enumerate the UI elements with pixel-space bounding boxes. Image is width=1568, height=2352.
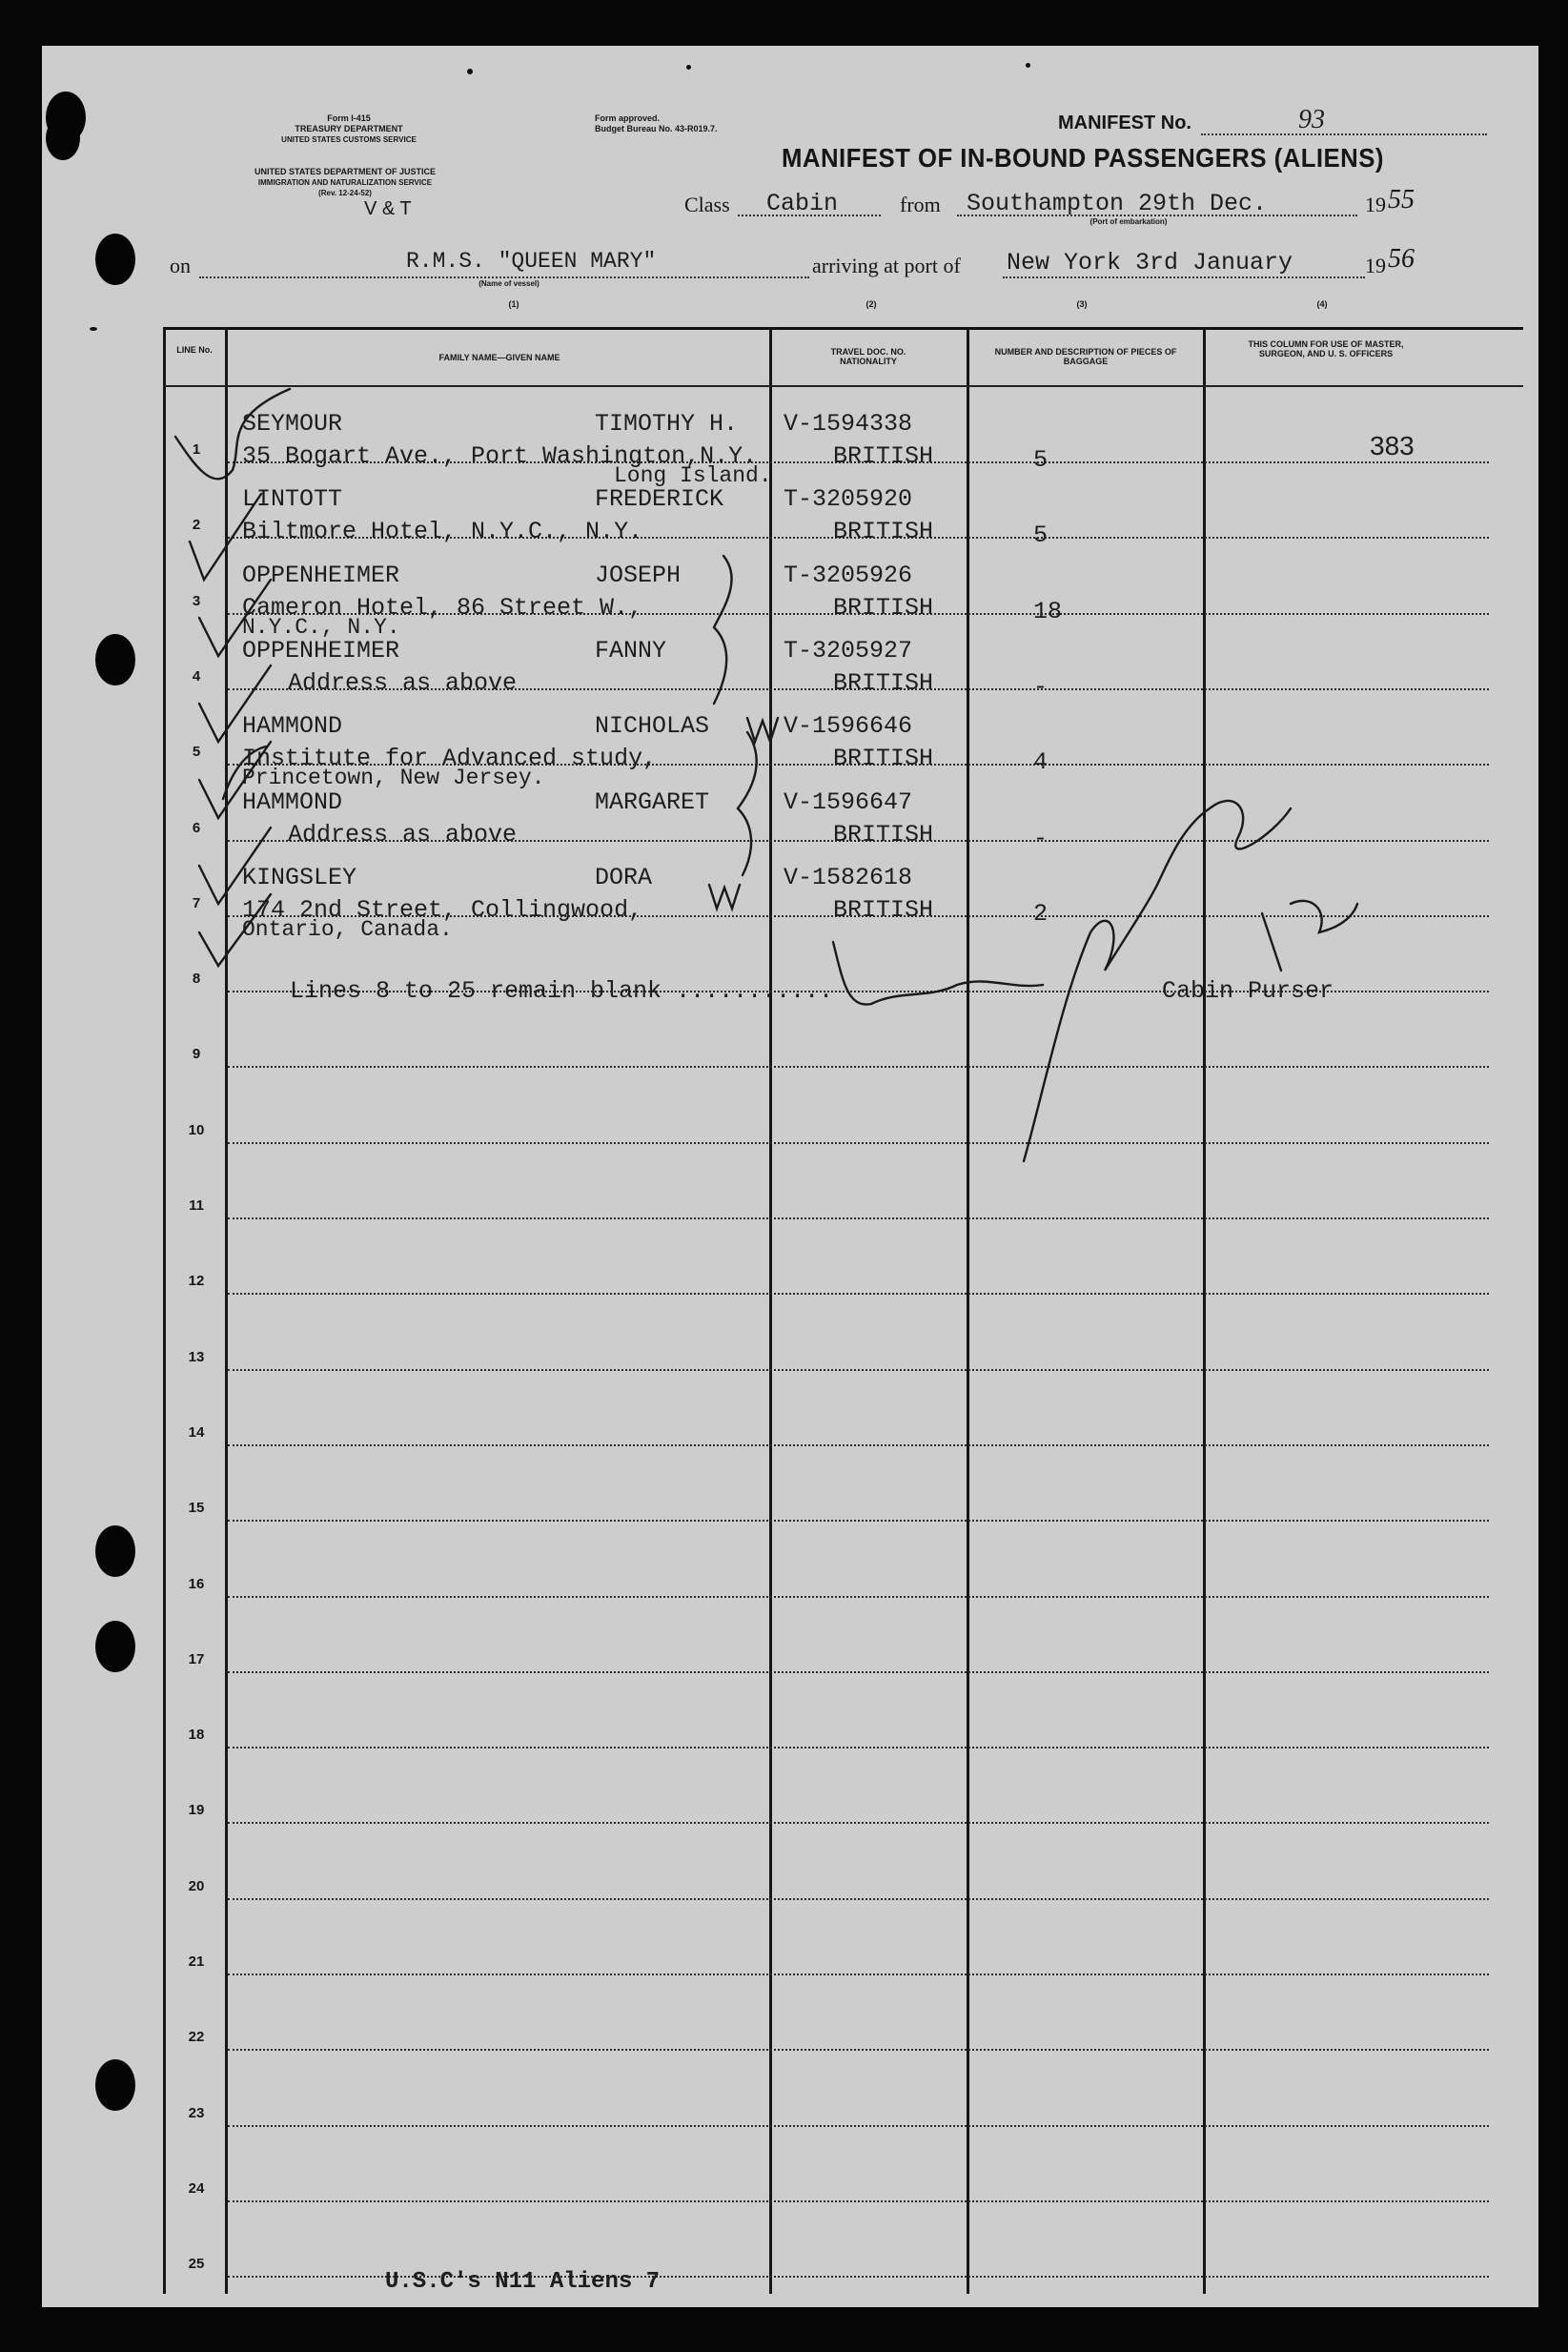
nationality: BRITISH — [833, 594, 934, 622]
family-name: OPPENHEIMER — [242, 637, 400, 665]
given-name: DORA — [595, 864, 653, 891]
travel-doc-number: V-1582618 — [784, 864, 913, 891]
class-label: Class — [684, 193, 730, 216]
travel-doc-number: T-3205920 — [784, 485, 913, 513]
address-line-1: 35 Bogart Ave., Port Washington,N.Y. — [242, 442, 758, 470]
form-approved: Form approved. — [595, 113, 661, 123]
family-name: OPPENHEIMER — [242, 562, 400, 589]
address-line-2: Long Island. — [614, 463, 772, 488]
line-number: 9 — [192, 1046, 201, 1062]
travel-doc-number: V-1594338 — [784, 410, 913, 438]
from-label: from — [900, 193, 941, 216]
immigration-service: IMMIGRATION AND NATURALIZATION SERVICE — [257, 178, 433, 187]
column-number-4: (4) — [1316, 299, 1328, 309]
vt-label: V & T — [364, 198, 412, 219]
baggage-heading: NUMBER AND DESCRIPTION OF PIECES OF BAGGAGE — [994, 347, 1177, 367]
class-value: Cabin — [766, 190, 839, 217]
address-line-2: Princetown, New Jersey. — [242, 766, 545, 790]
ink-dot — [90, 327, 97, 331]
line-number: 5 — [192, 744, 201, 760]
doc-baggage-divider — [967, 327, 969, 2294]
row-line — [228, 1369, 1489, 1371]
nationality: BRITISH — [833, 821, 934, 849]
line-number: 10 — [188, 1122, 205, 1138]
line-number: 4 — [192, 668, 201, 685]
row-line — [228, 1444, 1489, 1446]
year-to-prefix: 19 — [1365, 254, 1386, 277]
embarkation-caption: (Port of embarkation) — [1089, 217, 1168, 226]
row-line — [228, 1898, 1489, 1900]
line-number: 3 — [192, 593, 201, 609]
baggage-count: 2 — [1033, 900, 1049, 928]
manifest-title: MANIFEST OF IN-BOUND PASSENGERS (ALIENS) — [782, 143, 1384, 173]
baggage-count: 4 — [1033, 748, 1049, 776]
line-number: 18 — [188, 1727, 205, 1743]
officers-heading: THIS COLUMN FOR USE OF MASTER, SURGEON, AND U. S. OFFICERS — [1248, 339, 1404, 359]
given-name: FREDERICK — [595, 485, 724, 513]
travel-doc-heading: TRAVEL DOC. NO. NATIONALITY — [830, 347, 906, 367]
column-number-2: (2) — [865, 299, 877, 309]
line-number: 14 — [188, 1424, 205, 1441]
travel-doc-number: V-1596647 — [784, 788, 913, 816]
vessel-name: R.M.S. "QUEEN MARY" — [406, 249, 657, 274]
family-name: HAMMOND — [242, 788, 343, 816]
manifest-number: 93 — [1298, 105, 1325, 134]
punch-hole — [46, 116, 80, 160]
treasury-department: TREASURY DEPARTMENT — [295, 124, 403, 133]
embarkation-value: Southampton 29th Dec. — [967, 190, 1268, 217]
line-number: 11 — [189, 1197, 204, 1214]
line-number: 13 — [188, 1349, 205, 1365]
nationality: BRITISH — [833, 442, 934, 470]
arrival-line — [1003, 276, 1365, 278]
address-line-1: Address as above — [288, 669, 518, 697]
line-number-heading: LINE No. — [176, 345, 213, 355]
line-number: 8 — [192, 971, 201, 987]
line-number-divider — [225, 327, 228, 2294]
row-line — [228, 1747, 1489, 1749]
family-name: HAMMOND — [242, 712, 343, 740]
line-number: 25 — [188, 2256, 205, 2272]
arrival-value: New York 3rd January — [1007, 249, 1293, 276]
address-line-2: N.Y.C., N.Y. — [242, 615, 400, 640]
baggage-count: - — [1033, 825, 1049, 852]
year-to: 56 — [1388, 244, 1415, 274]
header-divider — [163, 385, 1523, 387]
table-border-left — [163, 327, 166, 2294]
travel-doc-number: T-3205926 — [784, 562, 913, 589]
year-from: 55 — [1388, 185, 1415, 215]
baggage-count: 5 — [1033, 522, 1049, 549]
family-name: SEYMOUR — [242, 410, 343, 438]
nationality: BRITISH — [833, 518, 934, 545]
arriving-label: arriving at port of — [812, 254, 961, 277]
blank-lines-note: Lines 8 to 25 remain blank ........... — [290, 977, 834, 1005]
line-number: 21 — [188, 1953, 205, 1970]
given-name: MARGARET — [595, 788, 710, 816]
row-line — [228, 1520, 1489, 1522]
manifest-sheet — [42, 46, 1538, 2307]
baggage-count: 18 — [1033, 598, 1063, 625]
family-name: KINGSLEY — [242, 864, 357, 891]
line-number: 19 — [188, 1802, 205, 1818]
row-line — [228, 1671, 1489, 1673]
travel-doc-number: V-1596646 — [784, 712, 913, 740]
given-name: NICHOLAS — [595, 712, 710, 740]
vessel-caption: (Name of vessel) — [479, 279, 540, 288]
row-line — [228, 1217, 1489, 1219]
baggage-count: - — [1033, 673, 1049, 701]
row-line — [228, 1974, 1489, 1975]
address-line-1: Institute for Advanced study, — [242, 745, 658, 772]
column-number-1: (1) — [508, 299, 519, 309]
punch-hole — [95, 234, 135, 285]
manifest-number-label: MANIFEST No. — [1058, 112, 1191, 133]
column-number-3: (3) — [1076, 299, 1088, 309]
punch-hole — [95, 2059, 135, 2111]
name-heading: FAMILY NAME—GIVEN NAME — [438, 353, 560, 362]
ink-dot — [467, 69, 473, 74]
family-name: LINTOTT — [242, 485, 343, 513]
punch-hole — [95, 1621, 135, 1672]
row-line — [228, 2125, 1489, 2127]
line-number: 23 — [188, 2105, 205, 2121]
row-line — [228, 2049, 1489, 2051]
form-number: Form I-415 — [327, 113, 371, 123]
given-name: TIMOTHY H. — [595, 410, 739, 438]
row-line — [228, 1142, 1489, 1144]
baggage-count: 5 — [1033, 446, 1049, 474]
punch-hole — [95, 634, 135, 685]
row-line — [228, 1066, 1489, 1068]
line-number: 7 — [192, 895, 201, 911]
travel-doc-number: T-3205927 — [784, 637, 913, 665]
form-revision: (Rev. 12-24-52) — [318, 189, 372, 197]
line-number: 17 — [188, 1651, 205, 1667]
line-number: 6 — [192, 820, 201, 836]
vessel-line — [199, 276, 809, 278]
line-number: 2 — [192, 517, 201, 533]
ink-dot — [1026, 63, 1030, 68]
punch-hole — [95, 1525, 135, 1577]
line-number: 24 — [188, 2180, 205, 2197]
address-line-1: 174 2nd Street, Collingwood, — [242, 896, 643, 924]
address-line-2: Ontario, Canada. — [242, 917, 453, 942]
address-line-1: Cameron Hotel, 86 Street W., — [242, 594, 643, 622]
line-number: 12 — [188, 1273, 205, 1289]
year-from-prefix: 19 — [1365, 193, 1386, 216]
row-line — [228, 1822, 1489, 1824]
row-line — [228, 2200, 1489, 2202]
nationality: BRITISH — [833, 669, 934, 697]
line-number: 20 — [188, 1878, 205, 1894]
line-number: 1 — [192, 441, 201, 458]
on-label: on — [170, 254, 191, 277]
nationality: BRITISH — [833, 745, 934, 772]
budget-bureau: Budget Bureau No. 43-R019.7. — [595, 124, 718, 133]
given-name: FANNY — [595, 637, 667, 665]
row-line — [228, 1293, 1489, 1295]
department-of-justice: UNITED STATES DEPARTMENT OF JUSTICE — [254, 167, 436, 176]
line-number: 16 — [188, 1576, 205, 1592]
row-line — [228, 1596, 1489, 1598]
ink-dot — [686, 65, 691, 70]
line-number: 15 — [188, 1500, 205, 1516]
line-number: 22 — [188, 2029, 205, 2045]
footer-code: U.S.C's N11 Aliens 7 — [385, 2269, 661, 2295]
address-line-1: Address as above — [288, 821, 518, 849]
nationality: BRITISH — [833, 896, 934, 924]
cabin-purser: Cabin Purser — [1162, 977, 1334, 1005]
address-line-1: Biltmore Hotel, N.Y.C., N.Y. — [242, 518, 643, 545]
name-doc-divider — [769, 327, 772, 2294]
officer-note: 383 — [1370, 431, 1415, 460]
baggage-officer-divider — [1203, 327, 1206, 2294]
given-name: JOSEPH — [595, 562, 682, 589]
manifest-number-line — [1201, 133, 1487, 135]
customs-service: UNITED STATES CUSTOMS SERVICE — [281, 135, 417, 144]
